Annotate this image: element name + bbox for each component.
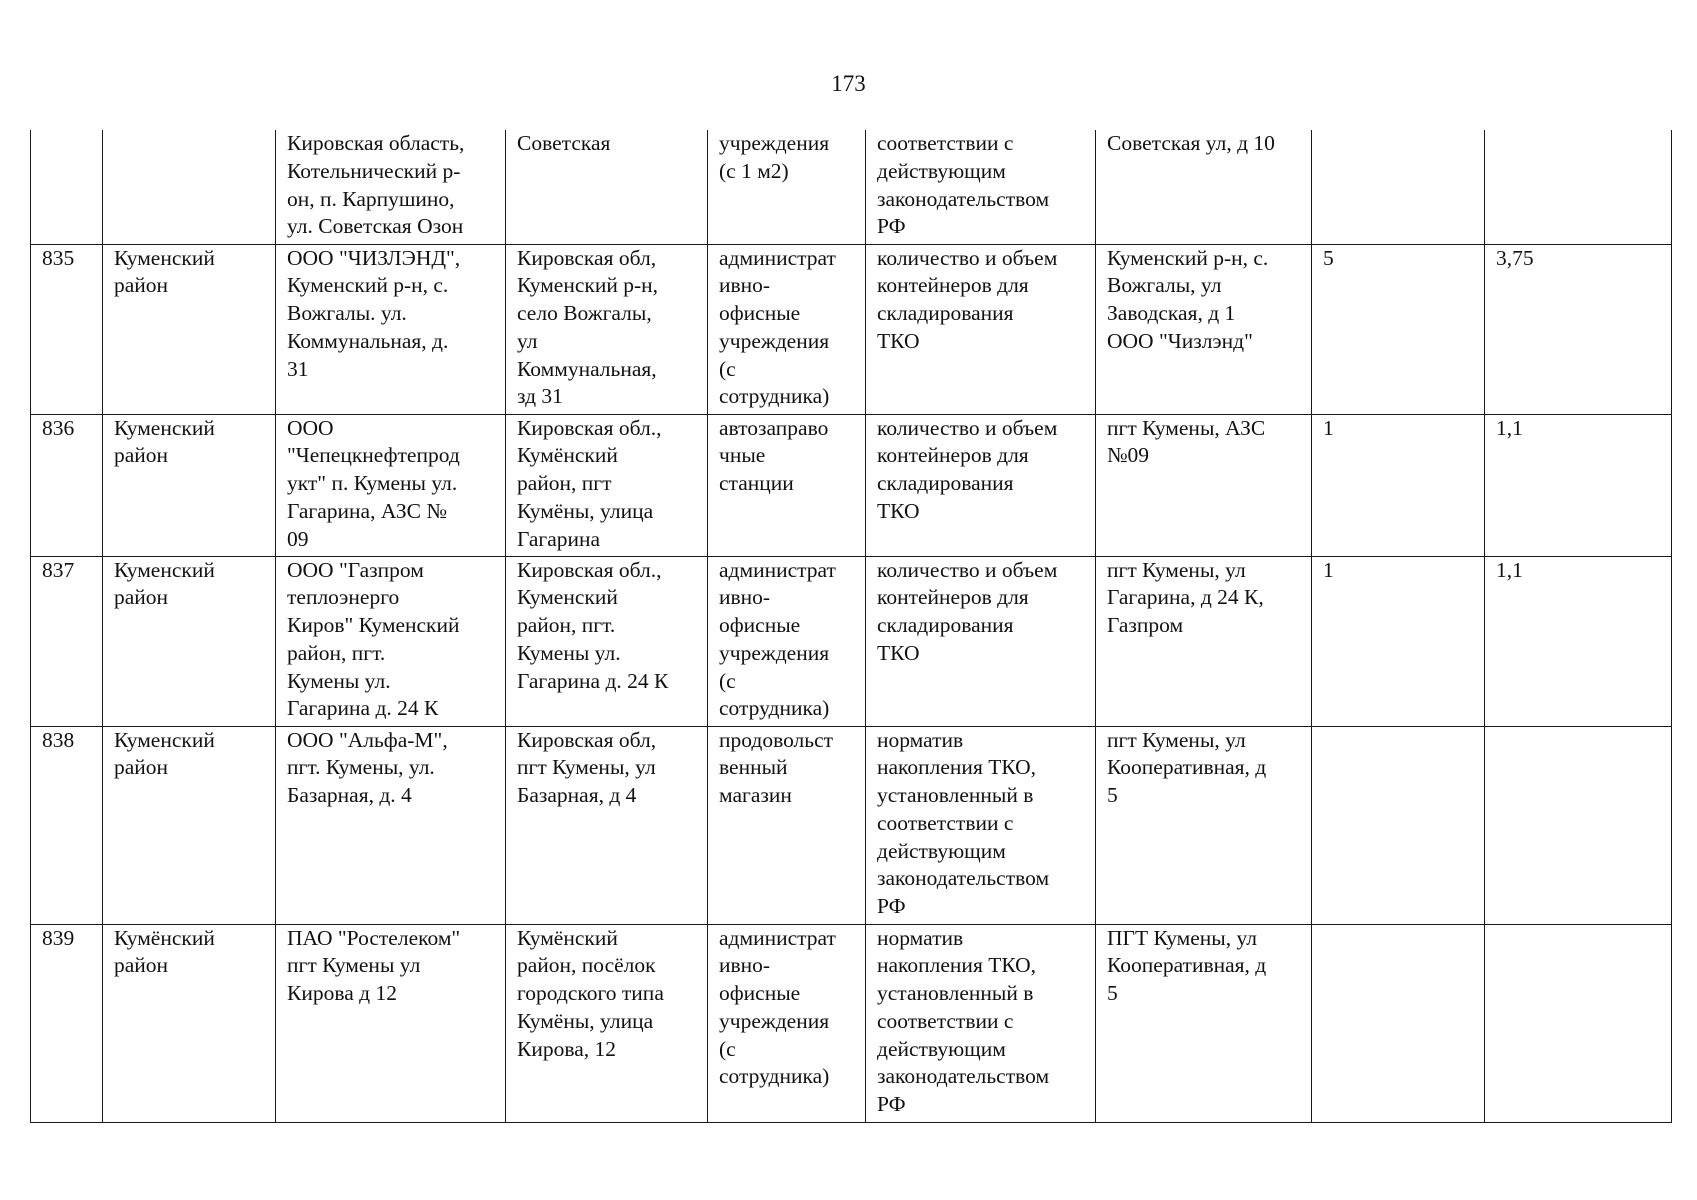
cell-location: пгт Кумены, ул Кооперативная, д 5 <box>1096 726 1312 924</box>
cell-district: Кумёнский район <box>103 924 276 1122</box>
cell-location: Куменский р-н, с. Вожгалы, ул Заводская, д 1 ООО "Чизлэнд" <box>1096 244 1312 414</box>
cell-method: количество и объем контейнеров для складирования ТКО <box>866 244 1096 414</box>
cell-volume: 1,1 <box>1485 556 1672 726</box>
cell-volume: 1,1 <box>1485 414 1672 556</box>
cell-count <box>1312 726 1485 924</box>
cell-district: Куменский район <box>103 414 276 556</box>
cell-district: Куменский район <box>103 556 276 726</box>
cell-count: 5 <box>1312 244 1485 414</box>
cell-count: 1 <box>1312 556 1485 726</box>
cell-count <box>1312 924 1485 1122</box>
cell-organization: Кировская область, Котельнический р- он, п. Карпушино, ул. Советская Озон <box>276 130 506 244</box>
cell-number: 835 <box>31 244 103 414</box>
cell-address: Советская <box>506 130 708 244</box>
cell-volume: 3,75 <box>1485 244 1672 414</box>
cell-method: соответствии с действующим законодательством РФ <box>866 130 1096 244</box>
cell-volume <box>1485 130 1672 244</box>
table-row <box>31 924 1672 1122</box>
cell-category: администрат ивно- офисные учреждения (с сотрудника) <box>708 244 866 414</box>
cell-count <box>1312 130 1485 244</box>
cell-location: пгт Кумены, АЗС №09 <box>1096 414 1312 556</box>
cell-address: Кировская обл., Кумёнский район, пгт Кумёны, улица Гагарина <box>506 414 708 556</box>
cell-district: Куменский район <box>103 726 276 924</box>
cell-method: норматив накопления ТКО, установленный в соответствии с действующим законодательством РФ <box>866 726 1096 924</box>
cell-number: 836 <box>31 414 103 556</box>
table-row <box>31 130 1672 244</box>
cell-district: Куменский район <box>103 244 276 414</box>
cell-method: количество и объем контейнеров для складирования ТКО <box>866 414 1096 556</box>
table-row <box>31 244 1672 414</box>
registry-table <box>30 130 1672 1123</box>
cell-method: количество и объем контейнеров для складирования ТКО <box>866 556 1096 726</box>
cell-district <box>103 130 276 244</box>
cell-category: продовольст венный магазин <box>708 726 866 924</box>
cell-location: Советская ул, д 10 <box>1096 130 1312 244</box>
cell-organization: ООО "ЧИЗЛЭНД", Куменский р-н, с. Вожгалы. ул. Коммунальная, д. 31 <box>276 244 506 414</box>
cell-method: норматив накопления ТКО, установленный в соответствии с действующим законодательством РФ <box>866 924 1096 1122</box>
cell-category: администрат ивно- офисные учреждения (с сотрудника) <box>708 924 866 1122</box>
cell-category: учреждения (с 1 м2) <box>708 130 866 244</box>
cell-address: Кировская обл, пгт Кумены, ул Базарная, д 4 <box>506 726 708 924</box>
cell-organization: ПАО "Ростелеком" пгт Кумены ул Кирова д 12 <box>276 924 506 1122</box>
cell-number <box>31 130 103 244</box>
cell-volume <box>1485 726 1672 924</box>
cell-organization: ООО "Газпром теплоэнерго Киров" Куменский район, пгт. Кумены ул. Гагарина д. 24 К <box>276 556 506 726</box>
cell-address: Кировская обл, Куменский р-н, село Вожгалы, ул Коммунальная, зд 31 <box>506 244 708 414</box>
cell-category: администрат ивно- офисные учреждения (с сотрудника) <box>708 556 866 726</box>
table-row <box>31 726 1672 924</box>
cell-number: 838 <box>31 726 103 924</box>
table-row <box>31 556 1672 726</box>
cell-organization: ООО "Альфа-М", пгт. Кумены, ул. Базарная, д. 4 <box>276 726 506 924</box>
cell-number: 837 <box>31 556 103 726</box>
cell-address: Кумёнский район, посёлок городского типа Кумёны, улица Кирова, 12 <box>506 924 708 1122</box>
cell-location: ПГТ Кумены, ул Кооперативная, д 5 <box>1096 924 1312 1122</box>
cell-location: пгт Кумены, ул Гагарина, д 24 К, Газпром <box>1096 556 1312 726</box>
table-row <box>31 414 1672 556</box>
cell-number: 839 <box>31 924 103 1122</box>
cell-organization: ООО "Чепецкнефтепрод укт" п. Кумены ул. Гагарина, АЗС № 09 <box>276 414 506 556</box>
cell-count: 1 <box>1312 414 1485 556</box>
cell-address: Кировская обл., Куменский район, пгт. Кумены ул. Гагарина д. 24 К <box>506 556 708 726</box>
cell-volume <box>1485 924 1672 1122</box>
page-number: 173 <box>831 71 866 96</box>
cell-category: автозаправо чные станции <box>708 414 866 556</box>
